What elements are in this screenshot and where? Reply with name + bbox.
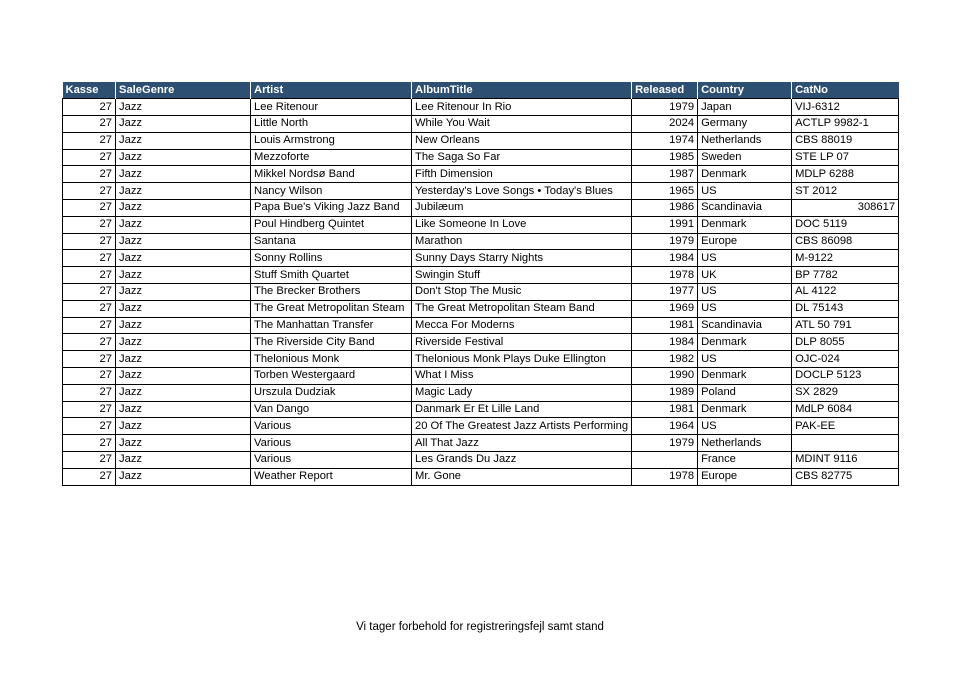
- cell-sale-genre: Jazz: [116, 183, 251, 200]
- table-row: [63, 435, 899, 452]
- cell-cat-no: MdLP 6084: [792, 401, 899, 418]
- cell-cat-no: ATL 50 791: [792, 317, 899, 334]
- cell-album-title: Swingin Stuff: [412, 267, 632, 284]
- table-body: [63, 99, 899, 485]
- cell-cat-no: PAK-EE: [792, 418, 899, 435]
- cell-sale-genre: Jazz: [116, 351, 251, 368]
- table-row: [63, 116, 899, 133]
- cell-album-title: While You Wait: [412, 116, 632, 133]
- cell-sale-genre: Jazz: [116, 116, 251, 133]
- cell-country: US: [698, 300, 792, 317]
- cell-country: Sweden: [698, 149, 792, 166]
- cell-album-title: Jubilæum: [412, 200, 632, 217]
- cell-country: US: [698, 250, 792, 267]
- cell-country: Denmark: [698, 401, 792, 418]
- table-row: [63, 284, 899, 301]
- cell-sale-genre: Jazz: [116, 435, 251, 452]
- cell-released: 1964: [632, 418, 698, 435]
- cell-artist: Stuff Smith Quartet: [251, 267, 412, 284]
- records-table: [62, 82, 899, 486]
- cell-sale-genre: Jazz: [116, 149, 251, 166]
- cell-released: 1982: [632, 351, 698, 368]
- cell-album-title: Like Someone In Love: [412, 216, 632, 233]
- table-row: [63, 132, 899, 149]
- cell-country: Scandinavia: [698, 200, 792, 217]
- cell-artist: The Brecker Brothers: [251, 284, 412, 301]
- cell-album-title: Sunny Days Starry Nights: [412, 250, 632, 267]
- cell-artist: Nancy Wilson: [251, 183, 412, 200]
- cell-released: 1984: [632, 334, 698, 351]
- cell-cat-no: AL 4122: [792, 284, 899, 301]
- cell-kasse: 27: [63, 317, 116, 334]
- cell-artist: Lee Ritenour: [251, 99, 412, 116]
- cell-released: 1987: [632, 166, 698, 183]
- cell-sale-genre: Jazz: [116, 132, 251, 149]
- cell-cat-no: STE LP 07: [792, 149, 899, 166]
- cell-album-title: Mecca For Moderns: [412, 317, 632, 334]
- cell-released: 1989: [632, 384, 698, 401]
- cell-kasse: 27: [63, 200, 116, 217]
- cell-sale-genre: Jazz: [116, 99, 251, 116]
- table-row: [63, 452, 899, 469]
- cell-artist: Van Dango: [251, 401, 412, 418]
- cell-released: 1981: [632, 317, 698, 334]
- cell-country: Denmark: [698, 334, 792, 351]
- cell-country: Poland: [698, 384, 792, 401]
- table-row: [63, 300, 899, 317]
- cell-kasse: 27: [63, 284, 116, 301]
- cell-album-title: Fifth Dimension: [412, 166, 632, 183]
- cell-sale-genre: Jazz: [116, 418, 251, 435]
- cell-sale-genre: Jazz: [116, 200, 251, 217]
- cell-kasse: 27: [63, 334, 116, 351]
- cell-cat-no: MDLP 6288: [792, 166, 899, 183]
- column-header-sale-genre: SaleGenre: [116, 82, 251, 99]
- cell-artist: The Great Metropolitan Steam: [251, 300, 412, 317]
- cell-cat-no: M-9122: [792, 250, 899, 267]
- cell-cat-no: CBS 82775: [792, 468, 899, 485]
- cell-released: 1979: [632, 99, 698, 116]
- cell-album-title: Mr. Gone: [412, 468, 632, 485]
- cell-album-title: Riverside Festival: [412, 334, 632, 351]
- cell-kasse: 27: [63, 166, 116, 183]
- cell-country: Europe: [698, 468, 792, 485]
- cell-released: 1991: [632, 216, 698, 233]
- cell-artist: Various: [251, 418, 412, 435]
- cell-album-title: All That Jazz: [412, 435, 632, 452]
- cell-sale-genre: Jazz: [116, 250, 251, 267]
- cell-album-title: Yesterday's Love Songs • Today's Blues: [412, 183, 632, 200]
- cell-country: Germany: [698, 116, 792, 133]
- cell-artist: Papa Bue's Viking Jazz Band: [251, 200, 412, 217]
- cell-album-title: Lee Ritenour In Rio: [412, 99, 632, 116]
- table-row: [63, 384, 899, 401]
- cell-sale-genre: Jazz: [116, 384, 251, 401]
- cell-album-title: 20 Of The Greatest Jazz Artists Performing: [412, 418, 632, 435]
- cell-released: 1990: [632, 368, 698, 385]
- cell-kasse: 27: [63, 99, 116, 116]
- cell-cat-no: VIJ-6312: [792, 99, 899, 116]
- cell-released: 1986: [632, 200, 698, 217]
- cell-sale-genre: Jazz: [116, 166, 251, 183]
- cell-album-title: Don't Stop The Music: [412, 284, 632, 301]
- table-row: [63, 216, 899, 233]
- cell-released: 1981: [632, 401, 698, 418]
- cell-cat-no: ST 2012: [792, 183, 899, 200]
- cell-sale-genre: Jazz: [116, 233, 251, 250]
- cell-kasse: 27: [63, 368, 116, 385]
- cell-kasse: 27: [63, 250, 116, 267]
- cell-artist: Louis Armstrong: [251, 132, 412, 149]
- cell-album-title: Marathon: [412, 233, 632, 250]
- cell-kasse: 27: [63, 435, 116, 452]
- cell-kasse: 27: [63, 418, 116, 435]
- cell-kasse: 27: [63, 351, 116, 368]
- cell-country: Netherlands: [698, 435, 792, 452]
- cell-cat-no: SX 2829: [792, 384, 899, 401]
- cell-cat-no: ACTLP 9982-1: [792, 116, 899, 133]
- cell-released: 1979: [632, 435, 698, 452]
- cell-cat-no: DOCLP 5123: [792, 368, 899, 385]
- cell-sale-genre: Jazz: [116, 401, 251, 418]
- cell-cat-no: DLP 8055: [792, 334, 899, 351]
- cell-country: US: [698, 351, 792, 368]
- cell-cat-no: CBS 88019: [792, 132, 899, 149]
- cell-country: Scandinavia: [698, 317, 792, 334]
- cell-album-title: Danmark Er Et Lille Land: [412, 401, 632, 418]
- cell-sale-genre: Jazz: [116, 334, 251, 351]
- cell-kasse: 27: [63, 116, 116, 133]
- cell-album-title: Magic Lady: [412, 384, 632, 401]
- cell-released: 1969: [632, 300, 698, 317]
- column-header-released: Released: [632, 82, 698, 99]
- cell-kasse: 27: [63, 300, 116, 317]
- cell-album-title: Les Grands Du Jazz: [412, 452, 632, 469]
- cell-kasse: 27: [63, 452, 116, 469]
- column-header-cat-no: CatNo: [792, 82, 899, 99]
- cell-album-title: New Orleans: [412, 132, 632, 149]
- cell-country: US: [698, 183, 792, 200]
- column-header-country: Country: [698, 82, 792, 99]
- cell-album-title: The Saga So Far: [412, 149, 632, 166]
- cell-sale-genre: Jazz: [116, 452, 251, 469]
- cell-artist: Various: [251, 435, 412, 452]
- cell-kasse: 27: [63, 401, 116, 418]
- column-header-album-title: AlbumTitle: [412, 82, 632, 99]
- cell-artist: Mikkel Nordsø Band: [251, 166, 412, 183]
- table-row: [63, 99, 899, 116]
- cell-released: 1985: [632, 149, 698, 166]
- cell-sale-genre: Jazz: [116, 368, 251, 385]
- cell-country: Netherlands: [698, 132, 792, 149]
- table-row: [63, 200, 899, 217]
- cell-sale-genre: Jazz: [116, 284, 251, 301]
- cell-country: Denmark: [698, 368, 792, 385]
- cell-artist: Sonny Rollins: [251, 250, 412, 267]
- cell-kasse: 27: [63, 149, 116, 166]
- cell-kasse: 27: [63, 233, 116, 250]
- cell-artist: Urszula Dudziak: [251, 384, 412, 401]
- cell-sale-genre: Jazz: [116, 468, 251, 485]
- cell-released: 1978: [632, 468, 698, 485]
- cell-cat-no: 308617: [792, 200, 899, 217]
- cell-cat-no: CBS 86098: [792, 233, 899, 250]
- cell-cat-no: MDINT 9116: [792, 452, 899, 469]
- table-row: [63, 250, 899, 267]
- table-row: [63, 233, 899, 250]
- cell-country: Europe: [698, 233, 792, 250]
- cell-kasse: 27: [63, 216, 116, 233]
- table-row: [63, 401, 899, 418]
- cell-kasse: 27: [63, 267, 116, 284]
- cell-country: US: [698, 418, 792, 435]
- table-row: [63, 166, 899, 183]
- cell-album-title: Thelonious Monk Plays Duke Ellington: [412, 351, 632, 368]
- table-row: [63, 267, 899, 284]
- table-row: [63, 317, 899, 334]
- cell-cat-no: DL 75143: [792, 300, 899, 317]
- cell-country: UK: [698, 267, 792, 284]
- cell-album-title: The Great Metropolitan Steam Band: [412, 300, 632, 317]
- cell-country: Japan: [698, 99, 792, 116]
- cell-sale-genre: Jazz: [116, 317, 251, 334]
- cell-cat-no: DOC 5119: [792, 216, 899, 233]
- column-header-kasse: Kasse: [63, 82, 116, 99]
- table-row: [63, 368, 899, 385]
- cell-kasse: 27: [63, 183, 116, 200]
- cell-country: France: [698, 452, 792, 469]
- cell-released: 2024: [632, 116, 698, 133]
- disclaimer-text: Vi tager forbehold for registreringsfejl samt stand: [356, 621, 604, 633]
- cell-released: 1974: [632, 132, 698, 149]
- cell-country: Denmark: [698, 166, 792, 183]
- cell-kasse: 27: [63, 468, 116, 485]
- table-row: [63, 183, 899, 200]
- cell-released: 1979: [632, 233, 698, 250]
- table-row: [63, 334, 899, 351]
- cell-artist: Mezzoforte: [251, 149, 412, 166]
- cell-released: 1977: [632, 284, 698, 301]
- cell-cat-no: [792, 435, 899, 452]
- table-row: [63, 468, 899, 485]
- cell-released: 1984: [632, 250, 698, 267]
- header-row: [63, 82, 899, 99]
- cell-country: US: [698, 284, 792, 301]
- cell-sale-genre: Jazz: [116, 216, 251, 233]
- cell-artist: The Riverside City Band: [251, 334, 412, 351]
- cell-artist: Torben Westergaard: [251, 368, 412, 385]
- cell-artist: Little North: [251, 116, 412, 133]
- cell-kasse: 27: [63, 384, 116, 401]
- column-header-artist: Artist: [251, 82, 412, 99]
- cell-released: [632, 452, 698, 469]
- cell-sale-genre: Jazz: [116, 267, 251, 284]
- cell-sale-genre: Jazz: [116, 300, 251, 317]
- cell-artist: Weather Report: [251, 468, 412, 485]
- cell-artist: Santana: [251, 233, 412, 250]
- cell-cat-no: BP 7782: [792, 267, 899, 284]
- cell-kasse: 27: [63, 132, 116, 149]
- table-row: [63, 418, 899, 435]
- table-row: [63, 351, 899, 368]
- cell-artist: The Manhattan Transfer: [251, 317, 412, 334]
- cell-released: 1978: [632, 267, 698, 284]
- table-row: [63, 149, 899, 166]
- cell-album-title: What I Miss: [412, 368, 632, 385]
- cell-country: Denmark: [698, 216, 792, 233]
- cell-artist: Thelonious Monk: [251, 351, 412, 368]
- cell-artist: Various: [251, 452, 412, 469]
- cell-artist: Poul Hindberg Quintet: [251, 216, 412, 233]
- cell-cat-no: OJC-024: [792, 351, 899, 368]
- cell-released: 1965: [632, 183, 698, 200]
